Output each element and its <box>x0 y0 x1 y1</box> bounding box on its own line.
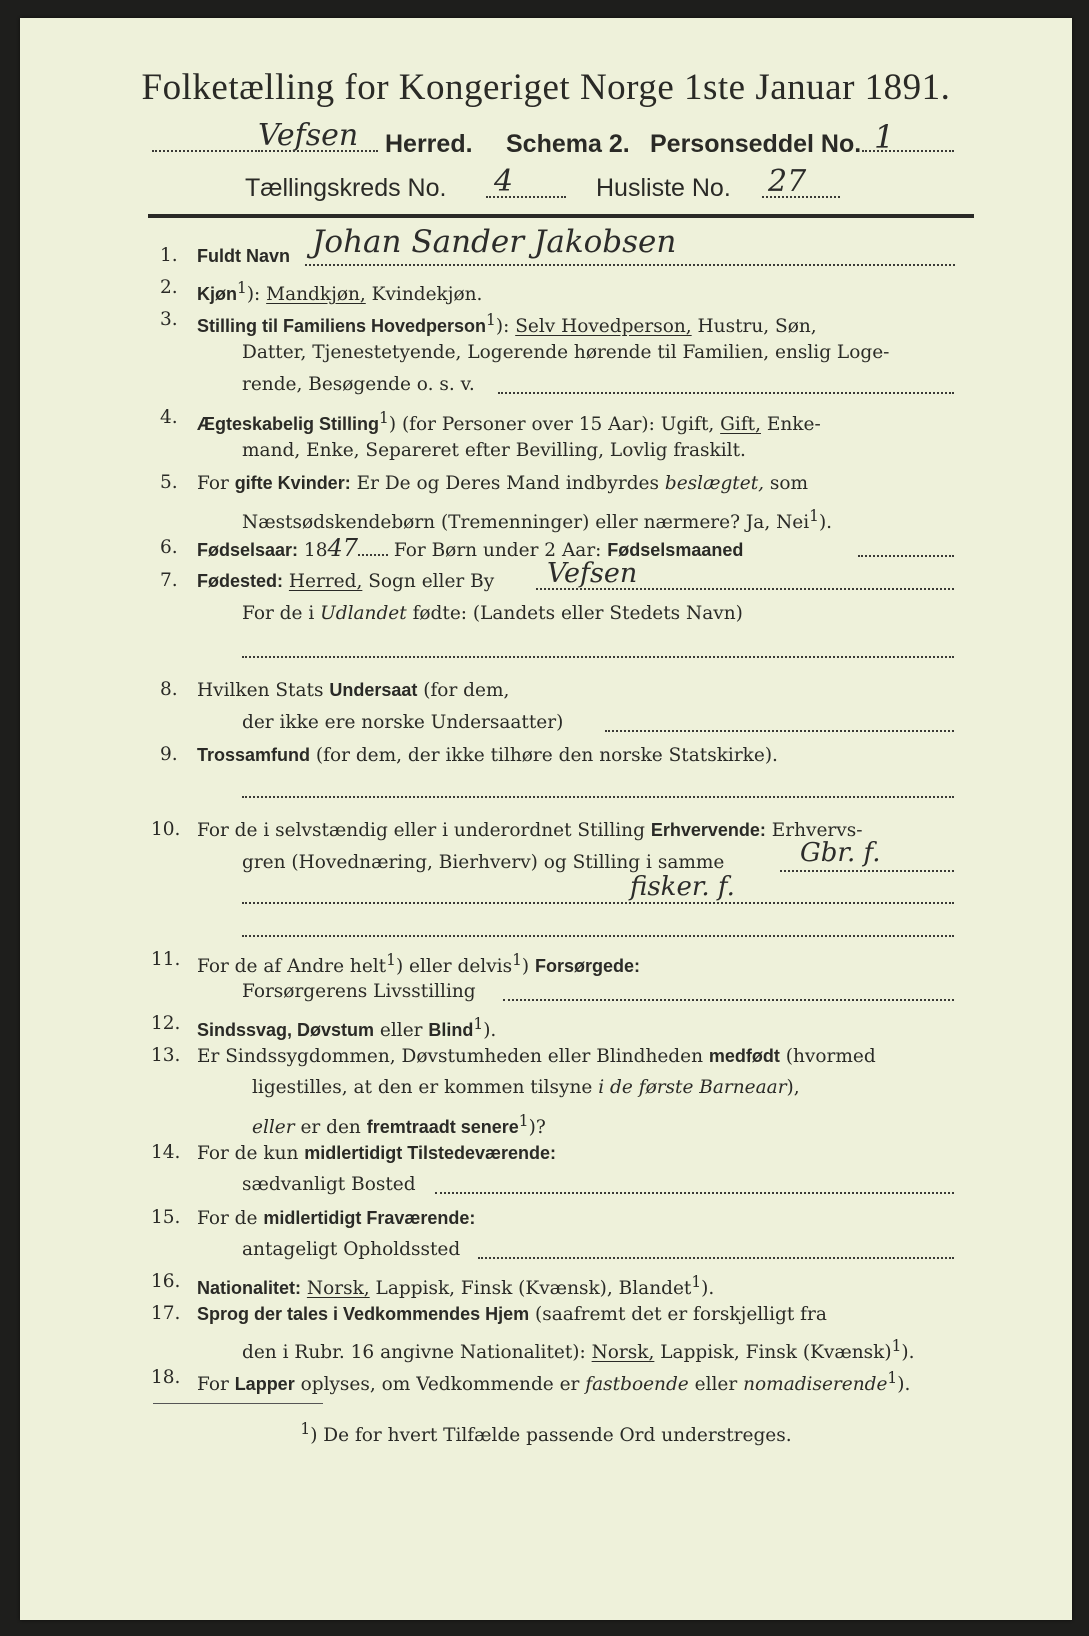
q1-line <box>305 264 955 266</box>
q13-number: 13. <box>151 1045 181 1066</box>
q13-line2a: ligestilles, at den er kommen tilsyne <box>252 1077 599 1098</box>
q12-line1 <box>197 1012 496 1043</box>
q2-tail: ): <box>246 284 267 306</box>
q6-dots1 <box>358 554 388 556</box>
q7-line2-italic: Udlandet <box>320 603 407 624</box>
footnote-text: ) De for hvert Tilfælde passende Ord understreges. <box>310 1425 792 1447</box>
q3-dots <box>498 392 954 394</box>
q5-tail: som <box>764 473 809 494</box>
q7-option-herred: Herred, <box>288 571 363 592</box>
q18-number: 18. <box>151 1367 181 1388</box>
q9-dots <box>242 796 954 798</box>
q6-year-value: 47 <box>327 534 359 562</box>
q18-label: Lapper <box>234 1374 295 1395</box>
q7-mid: Sogn eller By <box>362 571 495 592</box>
q10-dots3 <box>242 935 954 937</box>
q6-label: Fødselsaar: <box>197 540 299 560</box>
q9-tail: (for dem, der ikke tilhøre den norske Statskirke). <box>310 745 778 766</box>
q5-end: ). <box>818 512 833 534</box>
husliste-line <box>762 196 840 198</box>
q18-end: ). <box>897 1374 911 1396</box>
q18-sup: 1 <box>887 1369 898 1387</box>
q12-sup: 1 <box>473 1015 484 1033</box>
q11-number: 11. <box>151 949 181 970</box>
q8-line1 <box>197 678 509 703</box>
q17-end: ). <box>901 1342 915 1364</box>
q11-line1 <box>197 948 640 979</box>
q4-number: 4. <box>160 407 178 428</box>
q3-label: Stilling til Familiens Hovedperson <box>197 316 487 337</box>
q1-number: 1. <box>160 245 178 266</box>
q3-options: Hustru, Søn, <box>691 316 817 338</box>
q15-dots <box>478 1257 954 1259</box>
q10-line1 <box>197 818 862 843</box>
q13-line2b: ), <box>786 1077 800 1098</box>
q15-label: midlertidigt Fraværende: <box>263 1208 476 1228</box>
q8-label: Undersaat <box>329 680 418 700</box>
q2-option-kvindekjon: Kvindekjøn. <box>365 284 483 306</box>
q10-label: Erhvervende: <box>650 820 766 840</box>
q5-label: gifte Kvinder: <box>234 473 351 493</box>
q18-italic1: fastboende <box>585 1374 689 1396</box>
q8-dots <box>605 730 954 732</box>
q10-dots2 <box>242 902 954 904</box>
q13-tail: (hvormed <box>779 1046 876 1067</box>
q5-line2-text: Næstsødskendebørn (Tremenninger) eller nærmere? Ja, Nei <box>242 512 810 534</box>
herred-leader <box>152 150 257 152</box>
q4-line1 <box>197 406 821 437</box>
q17-line2b: Lappisk, Finsk (Kvænsk) <box>654 1342 892 1364</box>
q5-number: 5. <box>160 472 178 493</box>
q12-label: Sindssvag, Døvstum <box>197 1020 375 1041</box>
q17-sup: 1 <box>891 1337 902 1355</box>
personseddel-value: 1 <box>874 118 895 156</box>
q13-line2 <box>252 1076 800 1100</box>
q17-number: 17. <box>151 1303 181 1324</box>
q2-option-mandkjon: Mandkjøn, <box>266 284 366 306</box>
q17-label: Sprog der tales i Vedkommendes Hjem <box>197 1304 530 1324</box>
q7-dots <box>536 588 954 590</box>
q10-pre: For de i selvstændig eller i underordnet Stilling <box>197 820 651 841</box>
q5-pre: For <box>197 473 235 494</box>
q2-number: 2. <box>160 277 178 298</box>
q7-line2 <box>242 602 743 626</box>
q8-pre: Hvilken Stats <box>197 680 330 701</box>
q7-line2a: For de i <box>242 603 321 624</box>
q7-dots2 <box>242 656 954 658</box>
page-title: Folketælling for Kongeriget Norge 1ste Januar 1891. <box>141 67 951 108</box>
q13-pre: Er Sindssygdommen, Døvstumheden eller Blindheden <box>197 1046 709 1067</box>
q7-line1 <box>197 569 494 594</box>
q17-line1 <box>197 1302 827 1327</box>
kreds-label: Tællingskreds No. <box>245 174 447 202</box>
q2-line <box>197 276 482 307</box>
personseddel-label: Personseddel No. <box>650 130 862 158</box>
q14-line1 <box>197 1141 556 1166</box>
q15-pre: For de <box>197 1208 264 1229</box>
q2-label: Kjøn <box>197 284 237 305</box>
q18-pre: For <box>197 1374 235 1396</box>
q11-dots <box>503 999 954 1001</box>
q6-dots2 <box>858 555 954 557</box>
q10-occupation-value2: fisker. f. <box>630 872 735 902</box>
q6-label2: Fødselsmaaned <box>607 540 744 560</box>
q3-tail: ): <box>495 316 516 338</box>
q1-label-text: Fuldt Navn <box>197 246 290 266</box>
schema-label: Schema 2. <box>506 130 630 158</box>
footnote <box>20 1420 1072 1446</box>
q10-line2: gren (Hovednæring, Bierhverv) og Stilling i samme <box>242 852 725 873</box>
q14-dots <box>435 1192 954 1194</box>
q11-label: Forsørgede: <box>534 956 640 977</box>
q16-number: 16. <box>151 1271 181 1292</box>
q17-tail: (saafremt det er forskjelligt fra <box>529 1304 827 1325</box>
q11-line2: Forsørgerens Livsstilling <box>242 981 476 1002</box>
kreds-value: 4 <box>494 164 514 199</box>
q8-number: 8. <box>160 679 178 700</box>
q5-sup: 1 <box>809 507 819 525</box>
q12-label2: Blind <box>428 1020 474 1041</box>
q15-line1 <box>197 1206 475 1231</box>
q17-line2 <box>242 1334 915 1365</box>
q13-label: medfødt <box>708 1046 780 1066</box>
header-rule <box>148 214 974 218</box>
q3-option-selv: Selv Hovedperson, <box>515 316 692 338</box>
q7-label: Fødested: <box>197 571 284 591</box>
q13-line3-bold: fremtraadt senere <box>366 1117 519 1138</box>
q12-mid: eller <box>374 1020 429 1042</box>
q4-sup: 1 <box>379 409 389 427</box>
personseddel-line <box>862 150 954 152</box>
q13-line3c: )? <box>528 1117 546 1139</box>
q11-sup1: 1 <box>386 951 396 969</box>
herred-value: Vefsen <box>258 118 359 153</box>
q10-number: 10. <box>151 819 181 840</box>
q2-sup: 1 <box>237 279 247 297</box>
q7-number: 7. <box>160 570 178 591</box>
kreds-line <box>486 196 566 198</box>
q16-sup: 1 <box>691 1273 702 1291</box>
q16-line1 <box>197 1270 714 1301</box>
q11-sup2: 1 <box>512 951 522 969</box>
q13-line3a: er den <box>294 1117 367 1139</box>
q6-mid: For Børn under 2 Aar: <box>388 540 608 561</box>
q12-tail: ). <box>483 1020 497 1042</box>
q13-line2-italic: i de første Barneaar <box>598 1077 787 1098</box>
q6-line <box>197 536 743 563</box>
q4-option-gift: Gift, <box>720 414 761 436</box>
q15-number: 15. <box>151 1207 181 1228</box>
q6-number: 6. <box>160 537 178 558</box>
q3-line3: rende, Besøgende o. s. v. <box>242 374 475 395</box>
herred-line <box>258 150 378 152</box>
q13-line3 <box>252 1109 546 1140</box>
q7-birthplace-value: Vefsen <box>547 558 638 589</box>
q5-line1 <box>197 471 808 496</box>
q10-occupation-value1: Gbr. f. <box>800 838 881 868</box>
q4-mid: ) (for Personer over 15 Aar): Ugift, <box>388 414 721 436</box>
footnote-sup: 1 <box>300 1420 311 1438</box>
q13-line3-italic: eller <box>252 1117 295 1139</box>
q4-label: Ægteskabelig Stilling <box>197 414 380 435</box>
q1-name-value: Johan Sander Jakobsen <box>312 224 677 260</box>
footnote-rule <box>153 1403 323 1404</box>
q1-label <box>197 244 290 269</box>
q15-line2: antageligt Opholdssted <box>242 1239 461 1260</box>
q5-italic: beslægtet, <box>664 473 765 494</box>
q16-label: Nationalitet: <box>197 1278 302 1299</box>
q17-option-norsk: Norsk, <box>591 1342 655 1364</box>
q9-line1 <box>197 743 778 768</box>
q10-dots1 <box>780 870 954 872</box>
q13-sup: 1 <box>518 1112 529 1130</box>
q6-printed-year: 18 <box>298 540 328 561</box>
q14-number: 14. <box>151 1142 181 1163</box>
q5-line2 <box>242 504 832 535</box>
q7-line2b: fødte: (Landets eller Stedets Navn) <box>406 603 743 624</box>
q11-mid: ) eller delvis <box>395 956 513 978</box>
q4-line2: mand, Enke, Separeret efter Bevilling, Lovlig fraskilt. <box>242 440 746 461</box>
q14-label: midlertidigt Tilstedeværende: <box>304 1143 556 1163</box>
q4-tail: Enke- <box>761 414 821 436</box>
q16-option-norsk: Norsk, <box>306 1278 370 1300</box>
q3-line1 <box>197 308 817 339</box>
q16-end: ). <box>701 1278 715 1300</box>
q8-line2: der ikke ere norske Undersaatter) <box>242 712 564 733</box>
q9-number: 9. <box>160 744 178 765</box>
q3-line2: Datter, Tjenestetyende, Logerende hørende til Familien, enslig Loge- <box>242 342 890 363</box>
q14-pre: For de kun <box>197 1143 305 1164</box>
q10-tail: Erhvervs- <box>765 820 863 841</box>
q12-number: 12. <box>151 1013 181 1034</box>
q16-tail: Lappisk, Finsk (Kvænsk), Blandet <box>369 1278 692 1300</box>
q18-italic2: nomadiserende <box>743 1374 888 1396</box>
q3-sup: 1 <box>486 311 496 329</box>
q5-mid: Er De og Deres Mand indbyrdes <box>350 473 665 494</box>
q9-label: Trossamfund <box>197 745 311 765</box>
q11-pre: For de af Andre helt <box>197 956 387 978</box>
husliste-label: Husliste No. <box>596 174 731 202</box>
q17-line2a: den i Rubr. 16 angivne Nationalitet): <box>242 1342 592 1364</box>
q14-line2: sædvanligt Bosted <box>242 1174 416 1195</box>
q13-line1 <box>197 1044 876 1069</box>
herred-label: Herred. <box>385 130 473 158</box>
q8-tail: (for dem, <box>417 680 510 701</box>
husliste-value: 27 <box>768 164 807 199</box>
q18-mid2: eller <box>688 1374 744 1396</box>
q18-line1 <box>197 1366 910 1397</box>
q18-mid: oplyses, om Vedkommende er <box>294 1374 586 1396</box>
q3-number: 3. <box>160 309 178 330</box>
q11-mid2: ) <box>521 956 535 978</box>
census-form-page <box>20 18 1072 1620</box>
